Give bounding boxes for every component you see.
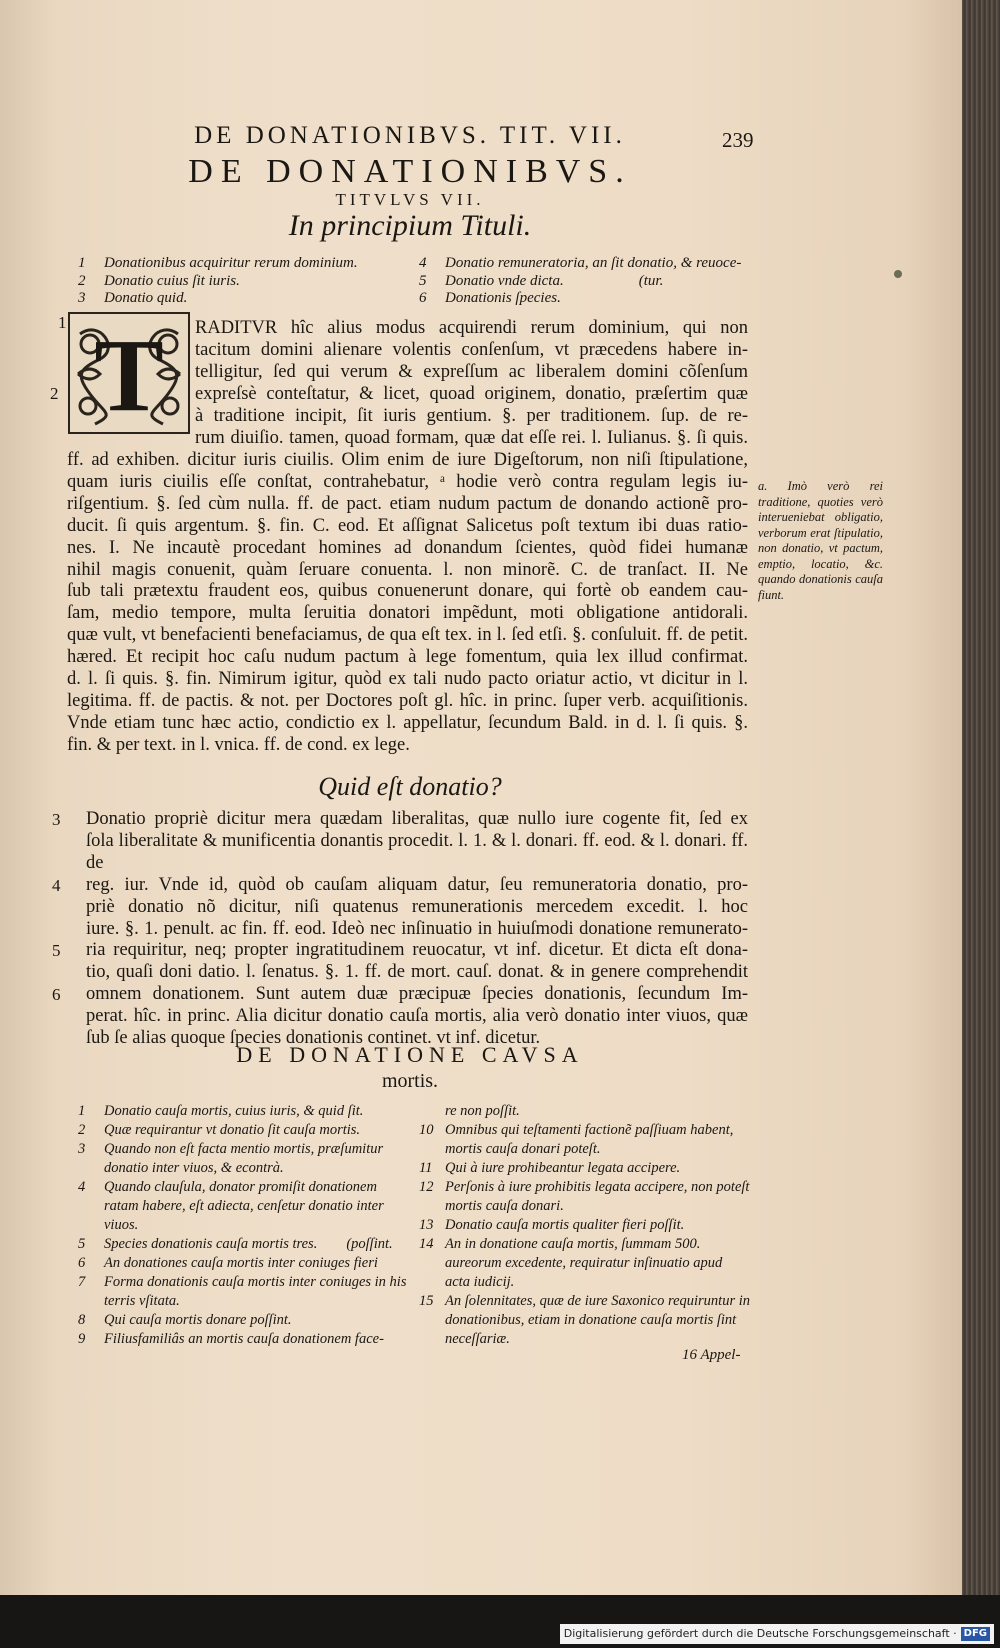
index-item: 11 Qui à iure prohibeantur legata accipere. bbox=[419, 1160, 681, 1176]
text-line: ff. ad exhiben. dicitur iuris ciuilis. Olim enim de iure Digeſtorum, non niſi ſtipulatione, bbox=[67, 450, 748, 470]
summary-index-left bbox=[74, 255, 414, 308]
marginal-note: a. Imò verò rei traditione, quoties verò interueniebat obligatio, verborum erat ſtipulatio, non donatio, vt pactum, emptio, locatio, &c. quando donationis cauſa fiunt. bbox=[758, 479, 883, 602]
index-item: 6 Donationis ſpecies. bbox=[419, 290, 561, 306]
index-item: 9 Filiusfamiliâs an mortis cauſa donationem face- bbox=[78, 1331, 384, 1347]
intro-paragraph-top bbox=[195, 318, 748, 428]
index-item: 3 Quando non eſt facta mentio mortis, præſumitur donatio inter viuos, & econtrà. bbox=[78, 1141, 384, 1176]
summary-index-causa-mortis-left bbox=[74, 1102, 409, 1349]
ink-spot bbox=[894, 270, 902, 278]
paragraph-number: 6 bbox=[52, 985, 61, 1005]
digitization-credit bbox=[560, 1624, 994, 1644]
paragraph-number: 3 bbox=[52, 810, 61, 829]
text-line: 3 Donatio propriè dicitur mera quædam liberalitas, quæ nullo iure cogente fit, ſed ex bbox=[52, 809, 748, 829]
index-item: 5 Donatio vnde dicta. (tur. bbox=[419, 272, 664, 289]
text-line: expreſsè conteſtatur, & licet, quoad originem, donatio, præſertim quæ bbox=[195, 383, 748, 404]
margin-number: 1 bbox=[58, 313, 67, 332]
page-number: 239 bbox=[722, 128, 754, 152]
dfg-logo: DFG bbox=[961, 1627, 990, 1641]
text-line: 6 omnem donationem. Sunt autem duæ præcipuæ ſpecies donationis, ſecundum Im- bbox=[52, 984, 748, 1005]
text-line: perat. hîc. in princ. Alia dicitur donatio cauſa mortis, alia verò donatio inter viuos, quæ bbox=[86, 1006, 748, 1027]
text-line: 5 ria requiritur, neq; propter ingratitudinem reuocatur, vt inf. dicetur. Et dicta eſt dona- bbox=[52, 940, 748, 961]
text-line: telligitur, ſed qui verum & expreſſum ac liberalem domini cõſenſum bbox=[195, 361, 748, 382]
index-item: 4 Donatio remuneratoria, an ſit donatio, & reuoce- bbox=[419, 255, 742, 271]
text-line: ſola liberalitate & munificentia donantis procedit. l. 1. & l. donari. ff. eod. & l. donari. ff. de bbox=[86, 830, 748, 873]
book-page-edges bbox=[962, 0, 1000, 1595]
donatio-paragraph bbox=[52, 809, 748, 1050]
decorated-initial-letter bbox=[68, 312, 190, 434]
text-line: tacitum domini alienare volentis conſenſum, vt præcedens habere in- bbox=[195, 339, 748, 360]
text-line: RADITVR hîc alius modus acquirendi rerum dominium, qui non bbox=[195, 318, 748, 338]
index-item: 1 Donationibus acquiritur rerum dominium. bbox=[78, 255, 358, 271]
index-item: 1 Donatio cauſa mortis, cuius iuris, & quid ſit. bbox=[78, 1103, 364, 1119]
index-item: 14 An in donatione cauſa mortis, ſummam 500. aureorum excedente, requiratur inſinuatio apud acta iudicij. bbox=[419, 1236, 723, 1290]
text-line: ducit. ſi quis argentum. §. fin. C. eod. Et aſſignat Salicetus poſt textum ibi duas ratio- bbox=[67, 515, 748, 536]
text-line: nes. I. Ne incautè procedant homines ad donandum ſcientes, quòd fidei humanæ bbox=[67, 537, 748, 558]
running-head: DE DONATIONIBVS. TIT. VII. bbox=[194, 122, 626, 149]
index-item: 2 Quæ requirantur vt donatio ſit cauſa mortis. bbox=[78, 1122, 361, 1138]
text-line: quam iuris ciuilis eſſe conſtat, contrahebatur, ᵃ hodie verò contra regulam legis iu- bbox=[67, 471, 748, 492]
index-item: 10 Omnibus qui teſtamenti factionẽ paſſiuam habent, mortis cauſa donari poteſt. bbox=[419, 1122, 734, 1157]
section-heading: In principium Tituli. bbox=[288, 209, 532, 242]
text-line: d. l. ſi quis. §. fin. Nimirum igitur, quòd ex tali nudo pacto oriatur actio, vt dicitur in l. bbox=[67, 669, 748, 690]
section-heading-causa-mortis-line2: mortis. bbox=[381, 1070, 439, 1092]
section-heading-causa-mortis: DE DONATIONE CAVSA bbox=[236, 1042, 584, 1067]
index-item: 8 Qui cauſa mortis donare poſſint. bbox=[78, 1312, 292, 1328]
index-item: 15 An ſolennitates, quæ de iure Saxonico requiruntur in donationibus, etiam in donatione cauſa mortis ſint neceſſariæ. bbox=[419, 1293, 751, 1347]
text-line: iure. §. 1. penult. ac fin. ff. eod. Ideò nec inſinuatio in huiuſmodi donatione remunerato- bbox=[86, 918, 748, 939]
text-line: ſub ſe alias quoque ſpecies donationis continet. vt inf. dicetur. bbox=[86, 1028, 541, 1049]
intro-paragraph-body bbox=[67, 450, 748, 757]
catchword: 16 Appel- bbox=[682, 1347, 741, 1363]
index-item: 6 An donationes cauſa mortis inter coniuges fieri bbox=[78, 1255, 378, 1271]
section-heading-quid-est-donatio: Quid eſt donatio? bbox=[318, 772, 502, 801]
text-line: 4 reg. iur. Vnde id, quòd ob cauſam aliquam datur, ſeu remuneratoria donatio, pro- bbox=[52, 874, 748, 895]
intro-paragraph-bottom bbox=[67, 428, 748, 450]
index-item: 12 Perſonis à iure prohibitis legata accipere, non poteſt mortis cauſa donari. bbox=[419, 1179, 750, 1214]
text-line: hæred. Et recipit hoc caſu nudum pactum à lege fomentum, quia lex illud confirmat. bbox=[67, 647, 748, 668]
summary-index-right bbox=[415, 255, 750, 308]
paragraph-number: 5 bbox=[52, 941, 61, 961]
index-item: 4 Quando clauſula, donator promiſit donationem ratam habere, eſt adiecta, cenſetur donatio inter viuos. bbox=[78, 1179, 384, 1233]
text-line: riſgentium. §. ſed cùm nulla. ff. de pact. etiam nudum pactum de donando actionẽ pro- bbox=[67, 493, 748, 514]
index-item: 5 Species donationis cauſa mortis tres. (poſſint. bbox=[78, 1236, 393, 1252]
credit-text: Digitalisierung gefördert durch die Deutsche Forschungsgemeinschaft · bbox=[563, 1627, 957, 1640]
paragraph-number: 4 bbox=[52, 875, 61, 895]
index-item: 2 Donatio cuius ſit iuris. bbox=[78, 272, 240, 289]
main-title: DE DONATIONIBVS. bbox=[188, 153, 632, 190]
ornament-initial-image bbox=[70, 314, 188, 432]
index-item: re non poſſit. bbox=[445, 1103, 520, 1119]
text-line: fin. & per text. in l. vnica. ff. de cond. ex lege. bbox=[67, 734, 410, 755]
text-line: priè donatio nõ dicitur, niſi quatenus remunerationis mercedem excedit. l. hoc bbox=[86, 896, 748, 917]
text-line: legitima. ff. de pactis. & not. per Doctores poſt gl. hîc. in princ. ſuper verb. acquiſitionis. bbox=[67, 690, 748, 711]
summary-index-causa-mortis-right bbox=[415, 1102, 750, 1349]
text-line: quæ vult, vt benefacienti benefaciamus, de qua eſt tex. in l. ſed etſi. §. conſuluit. ff. de petit. bbox=[67, 625, 748, 646]
text-line: tio, quaſi doni datio. l. ſenatus. §. 1. ff. de mort. cauſ. donat. & in genere comprehendit bbox=[86, 962, 748, 983]
index-item: 7 Forma donationis cauſa mortis inter coniuges in his terris vſitata. bbox=[78, 1274, 407, 1309]
index-item: 3 Donatio quid. bbox=[78, 290, 188, 306]
text-line: nihil magis conuenit, quàm ſeruare conuenta. l. non minorẽ. C. de tranſact. II. Ne bbox=[67, 559, 748, 580]
initial-letter-glyph: T bbox=[94, 318, 164, 432]
text-line: à traditione incipit, ſit iuris gentium. §. per traditionem. ſup. de re- bbox=[195, 405, 748, 426]
text-line: rum diuiſio. tamen, quoad formam, quæ dat eſſe rei. l. Iulianus. §. ſi quis. bbox=[195, 428, 748, 448]
text-line: ſub tali prætextu fraudent eos, quibus conuenerunt donare, qui fortè ob eandem cau- bbox=[67, 581, 748, 602]
text-line: ſam, medio tempore, multa ſeruitia donatori impẽdunt, moti obligatione antidorali. bbox=[67, 603, 748, 624]
text-line: Vnde etiam tunc hæc actio, condictio ex l. appellatur, ſecundum Bald. in d. l. ſi quis. §. bbox=[67, 712, 748, 733]
subtitle: TITVLVS VII. bbox=[335, 190, 485, 209]
index-item: 13 Donatio cauſa mortis qualiter fieri poſſit. bbox=[419, 1217, 685, 1233]
margin-number: 2 bbox=[50, 384, 59, 403]
